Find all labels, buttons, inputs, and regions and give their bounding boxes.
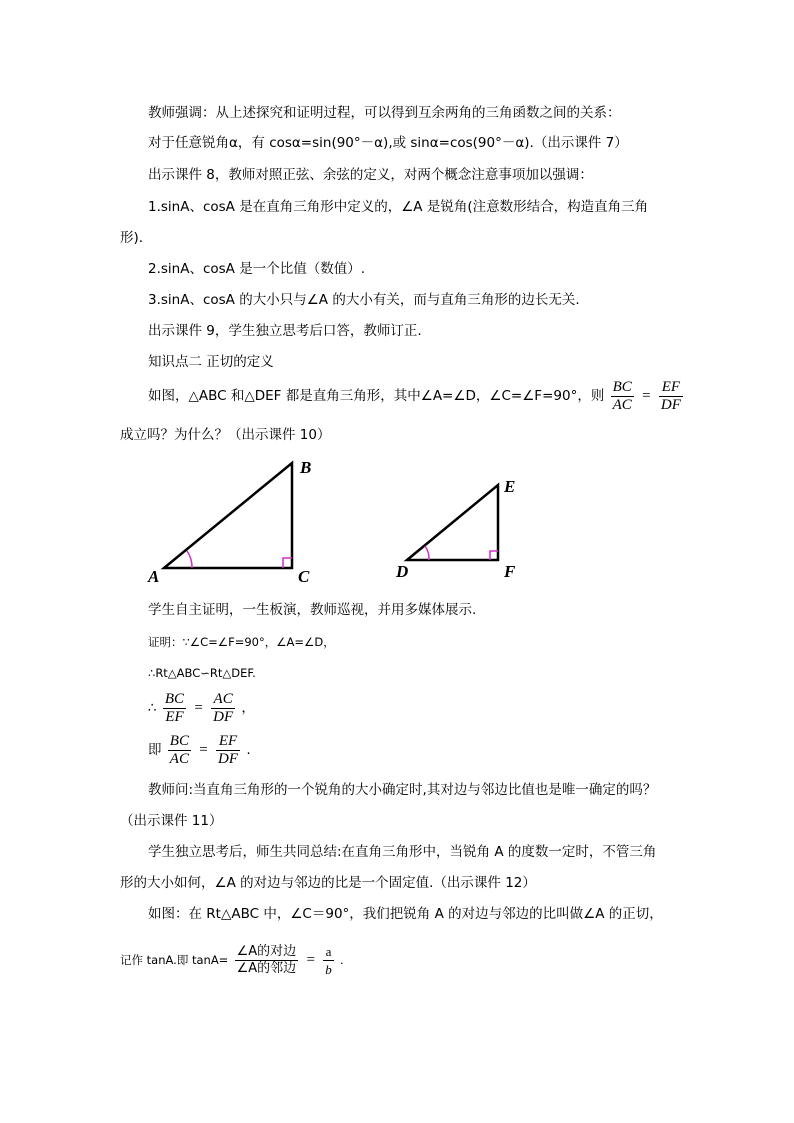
fraction-numerator: ∠A的对边: [236, 943, 297, 959]
vertex-label-a: A: [148, 567, 160, 586]
triangle-abc: [164, 463, 292, 568]
para-question-triangles: [148, 376, 685, 416]
hence-label: 即: [148, 742, 162, 758]
equals-sign: =: [642, 388, 651, 404]
equals-sign: =: [199, 742, 208, 758]
equals-sign: =: [194, 700, 203, 716]
period: .: [340, 953, 344, 967]
para-teacher-emphasis: 教师强调：从上述探究和证明过程，可以得到互余两角的三角函数之间的关系：: [148, 105, 621, 121]
proof-similar: ∴Rt△ABC∽Rt△DEF.: [148, 666, 256, 680]
para-courseware-8: 出示课件 8，教师对照正弦、余弦的定义，对两个概念注意事项加以强调：: [148, 167, 593, 183]
fraction-ac-df: [211, 691, 235, 726]
fraction-bc-ac: [611, 379, 634, 414]
para-question-cont: 成立吗？为什么？（出示课件 10）: [120, 427, 331, 443]
vertex-label-d: D: [396, 562, 409, 581]
fraction-numerator: BC: [612, 378, 632, 395]
question-text: 如图，△ABC 和△DEF 都是直角三角形，其中∠A=∠D，∠C=∠F=90°，则: [148, 388, 605, 404]
fraction-ef-df: [216, 733, 240, 768]
para-summary-cont: 形的大小如何，∠A 的对边与邻边的比是一个固定值.（出示课件 12）: [120, 875, 536, 891]
para-student-proof: 学生自主证明，一生板演，教师巡视，并用多媒体展示.: [148, 602, 477, 618]
para-note-2: 2.sinA、cosA 是一个比值（数值）.: [148, 261, 365, 277]
fraction-denominator: b: [325, 961, 332, 977]
angle-mark-a: [187, 551, 192, 568]
vertex-label-e: E: [504, 477, 516, 496]
para-note-1: 1.sinA、cosA 是在直角三角形中定义的，∠A 是锐角(注意数形结合，构造直角三角: [148, 199, 649, 215]
period: .: [246, 742, 251, 758]
proof-conclusion-equation: [148, 730, 251, 770]
fraction-denominator: EF: [165, 708, 184, 725]
vertex-label-c: C: [298, 567, 310, 586]
proof-ratio-equation: [148, 688, 255, 728]
fraction-bc-ac: [168, 733, 191, 768]
fraction-a-b: [323, 943, 334, 978]
para-teacher-question: 教师问:当直角三角形的一个锐角的大小确定时,其对边与邻边比值也是唯一确定的吗？: [148, 782, 657, 798]
para-complementary-relation: 对于任意锐角α，有 cosα=sin(90°－α),或 sinα=cos(90°－α).（出示课件 7）: [148, 135, 628, 151]
tangent-formula: [120, 940, 344, 980]
para-note-3: 3.sinA、cosA 的大小只与∠A 的大小有关，而与直角三角形的边长无关.: [148, 292, 580, 308]
fraction-opposite-adjacent: [235, 944, 299, 977]
para-teacher-question-cont: （出示课件 11）: [120, 813, 223, 829]
equals-sign: =: [306, 952, 315, 968]
fraction-ef-df: [659, 379, 683, 414]
fraction-numerator: EF: [659, 379, 683, 397]
proof-given: 证明：∵∠C=∠F=90°，∠A=∠D，: [148, 635, 335, 649]
fraction-bc-ef: [163, 691, 186, 726]
fraction-denominator: DF: [218, 750, 239, 767]
para-courseware-9: 出示课件 9，学生独立思考后口答，教师订正.: [148, 323, 422, 339]
fraction-denominator: AC: [169, 750, 189, 767]
angle-mark-d: [425, 546, 429, 560]
fraction-numerator: EF: [216, 733, 240, 751]
vertex-label-b: B: [300, 458, 312, 477]
para-tangent-definition: 如图：在 Rt△ABC 中，∠C＝90°，我们把锐角 A 的对边与邻边的比叫做∠A 的正切，: [148, 906, 663, 922]
triangle-figure: [140, 455, 540, 590]
section-heading-tangent: 知识点二 正切的定义: [148, 354, 274, 370]
fraction-denominator: ∠A的邻边: [236, 960, 297, 976]
comma: ，: [241, 700, 255, 716]
para-note-1-cont: 形).: [120, 230, 144, 246]
triangle-def: [407, 485, 498, 560]
fraction-denominator: DF: [213, 708, 234, 725]
fraction-denominator: AC: [612, 396, 632, 413]
therefore-symbol: ∴: [148, 700, 157, 716]
fraction-denominator: DF: [660, 396, 681, 413]
fraction-numerator: AC: [211, 691, 235, 709]
fraction-numerator: a: [323, 943, 334, 961]
vertex-label-f: F: [504, 562, 516, 581]
formula-prefix: 记作 tanA.即 tanA=: [120, 953, 229, 967]
para-summary: 学生独立思考后，师生共同总结:在直角三角形中，当锐角 A 的度数一定时，不管三角: [148, 844, 657, 860]
fraction-numerator: BC: [169, 732, 189, 749]
fraction-numerator: BC: [164, 690, 185, 707]
right-angle-mark-c: [283, 558, 292, 568]
